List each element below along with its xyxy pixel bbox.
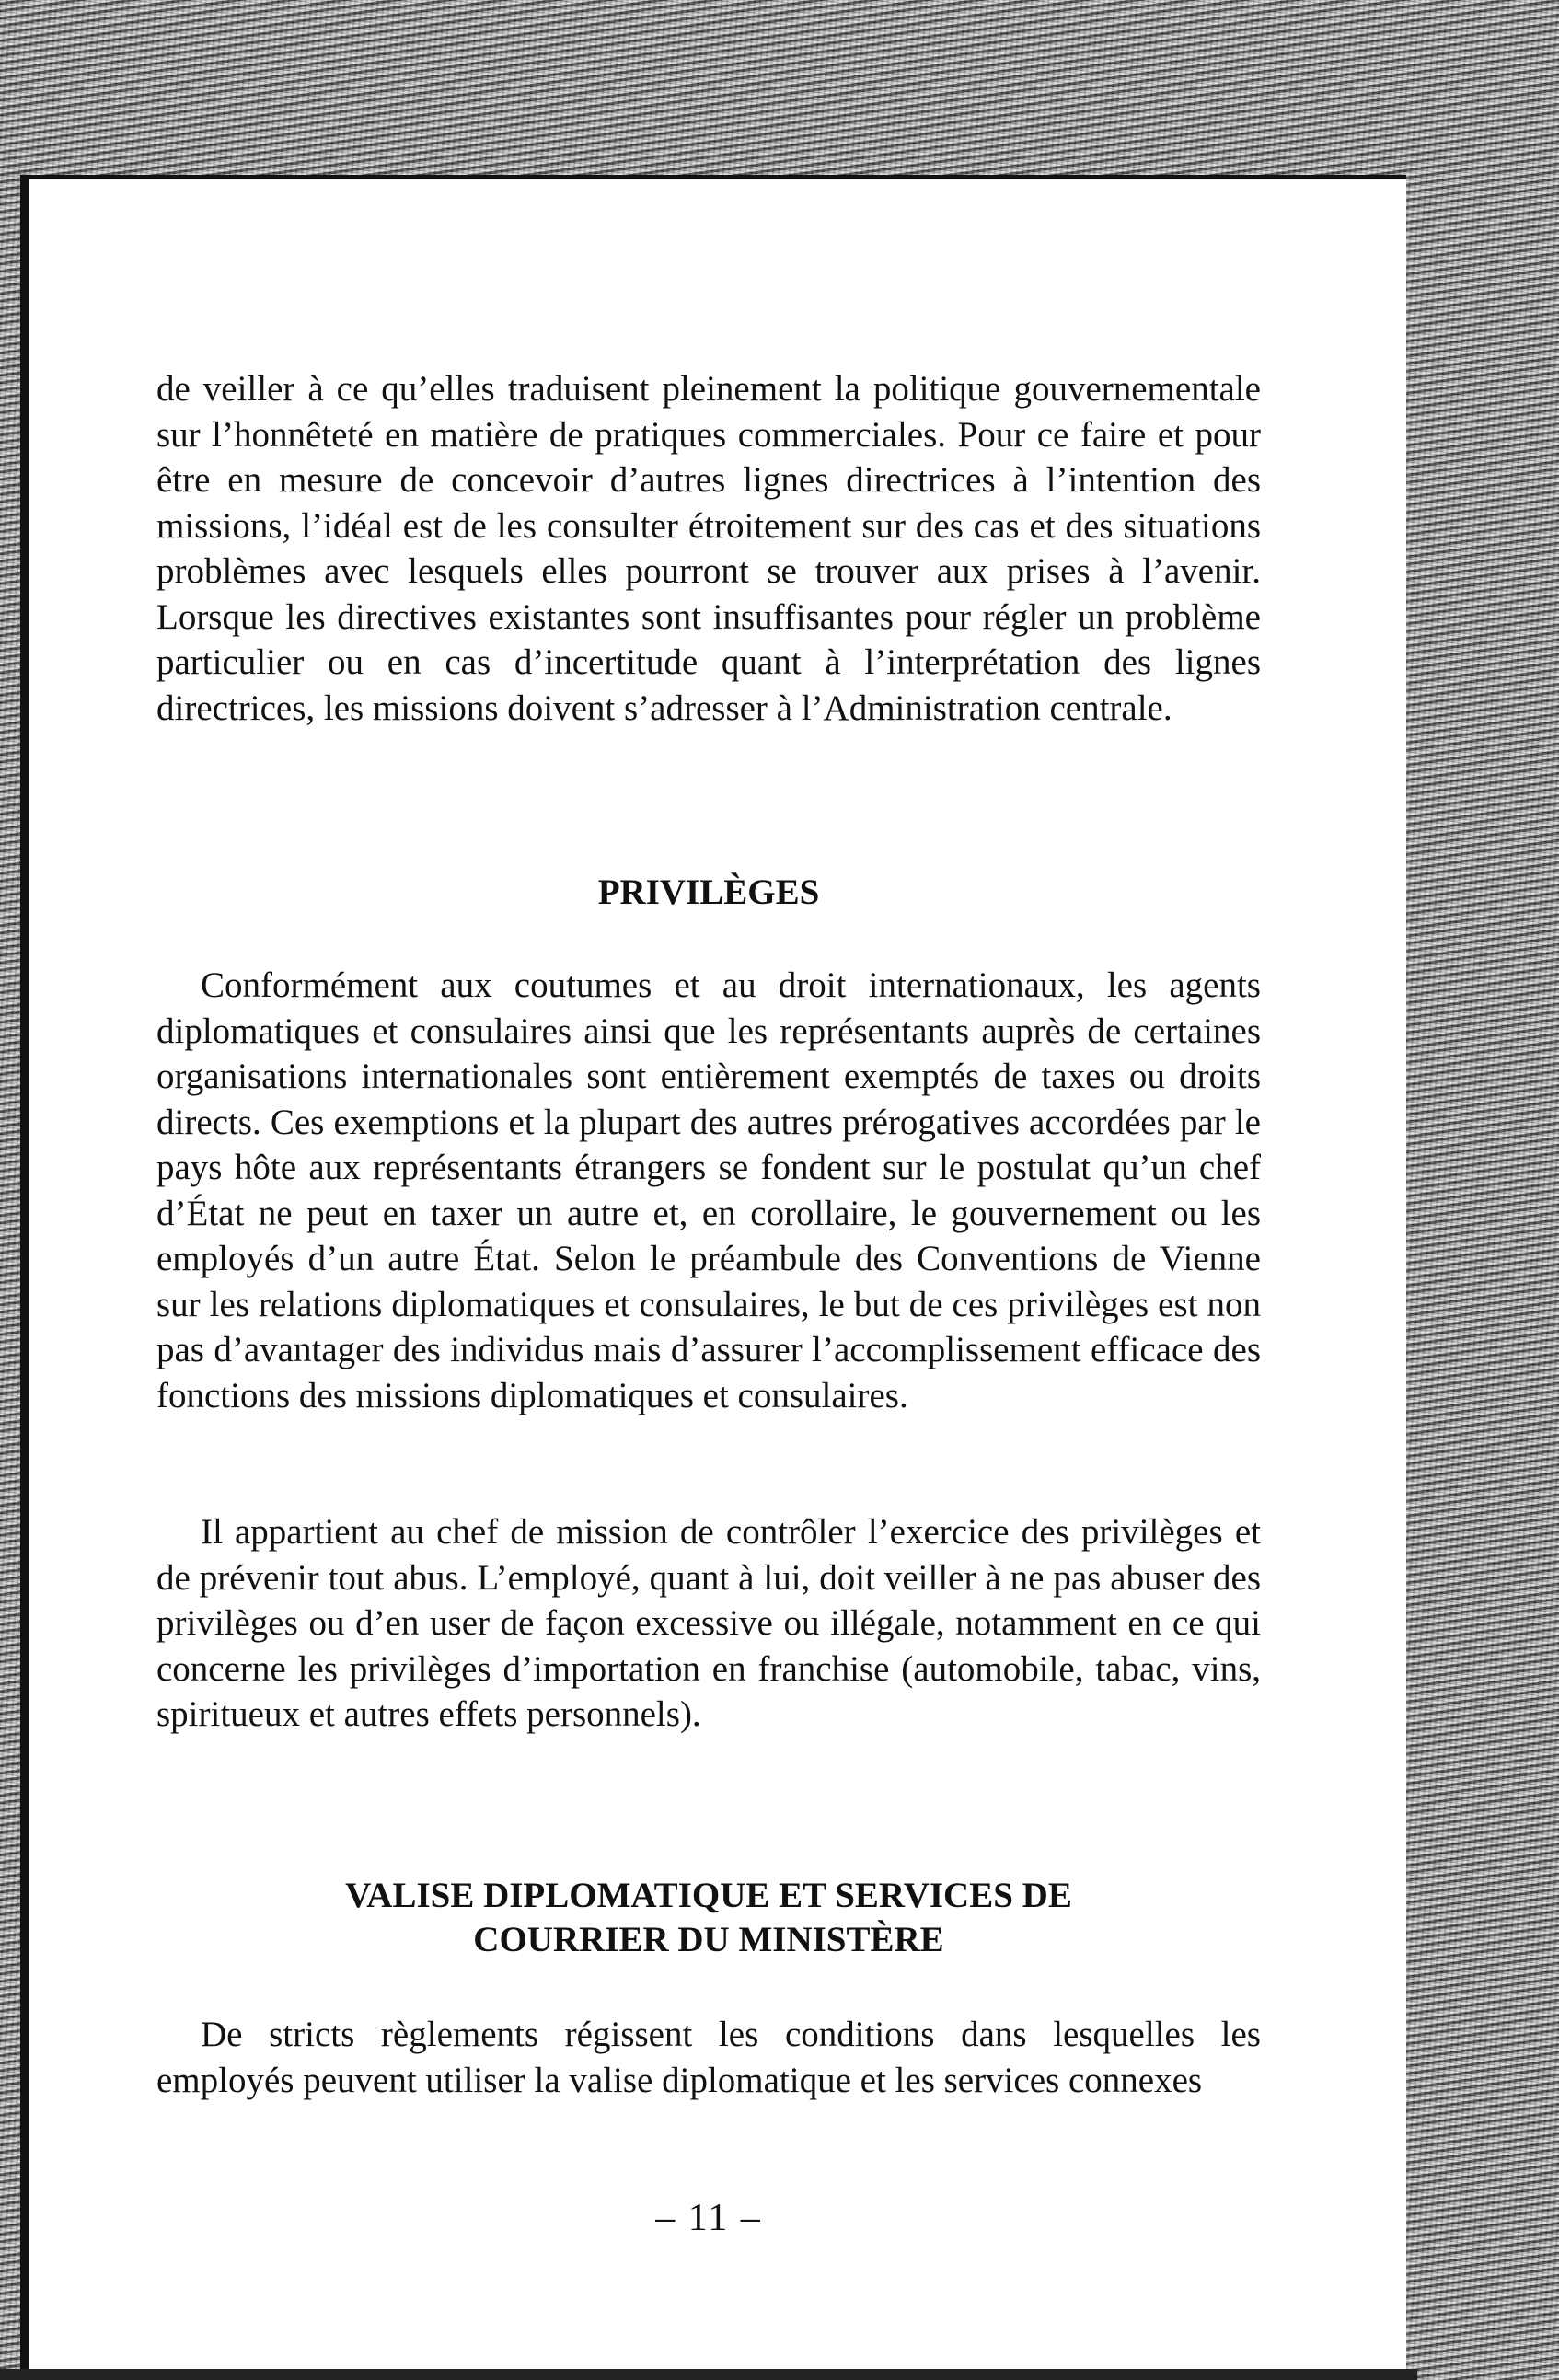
- privileges-paragraph-2: Il appartient au chef de mission de contrôler l’exercice des privilèges et de prévenir tout abus. L’employé, quant à lui, doit veiller à ne pas abuser des privilèges ou d’en user de façon excessive ou illégale, notamment en ce qui concerne les privilèges d’importation en franchise (automobile, tabac, vins, spiritueux et autres effets personnels).: [156, 1512, 1261, 1734]
- page-bottom-edge: [0, 2369, 1417, 2380]
- privileges-paragraph-1: Conformément aux coutumes et au droit internationaux, les agents diplomatiques et consulaires ainsi que les représentants auprès de certaines organisations internationales sont entièrement exemptés de taxes ou droits directs. Ces exemptions et la plupart des autres prérogatives accordées par le pays hôte aux représentants étrangers se fondent sur le postulat qu’un chef d’État ne peut en taxer un autre et, en corollaire, le gouvernement ou les employés d’un autre État. Selon le préambule des Conventions de Vienne sur les relations diplomatiques et consulaires, le but de ces privilèges est non pas d’avantager des individus mais d’assurer l’accomplissement efficace des fonctions des missions diplomatiques et consulaires.: [156, 965, 1261, 1415]
- section-heading-privileges: PRIVILÈGES: [597, 872, 820, 912]
- page-left-edge: [20, 175, 29, 2380]
- section-heading-valise-line2: COURRIER DU MINISTÈRE: [473, 1920, 944, 1959]
- section-heading-valise: [156, 1874, 1261, 1962]
- section-heading-valise-line1: VALISE DIPLOMATIQUE ET SERVICES DE: [345, 1876, 1072, 1915]
- page-number: – 11 –: [655, 2197, 762, 2239]
- intro-paragraph: de veiller à ce qu’elles traduisent pleinement la politique gouvernementale sur l’honnêteté en matière de pratiques commerciales. Pour ce faire et pour être en mesure de concevoir d’autres lignes directrices à l’intention des missions, l’idéal est de les consulter étroitement sur des cas et des situations problèmes avec lesquels elles pourront se trouver aux prises à l’avenir. Lorsque les directives existantes sont insuffisantes pour régler un problème particulier ou en cas d’incertitude quant à l’interprétation des lignes directrices, les missions doivent s’adresser à l’Administration centrale.: [156, 369, 1261, 728]
- valise-paragraph: De stricts règlements régissent les conditions dans lesquelles les employés peuvent utiliser la valise diplomatique et les services connexes: [156, 2015, 1261, 2100]
